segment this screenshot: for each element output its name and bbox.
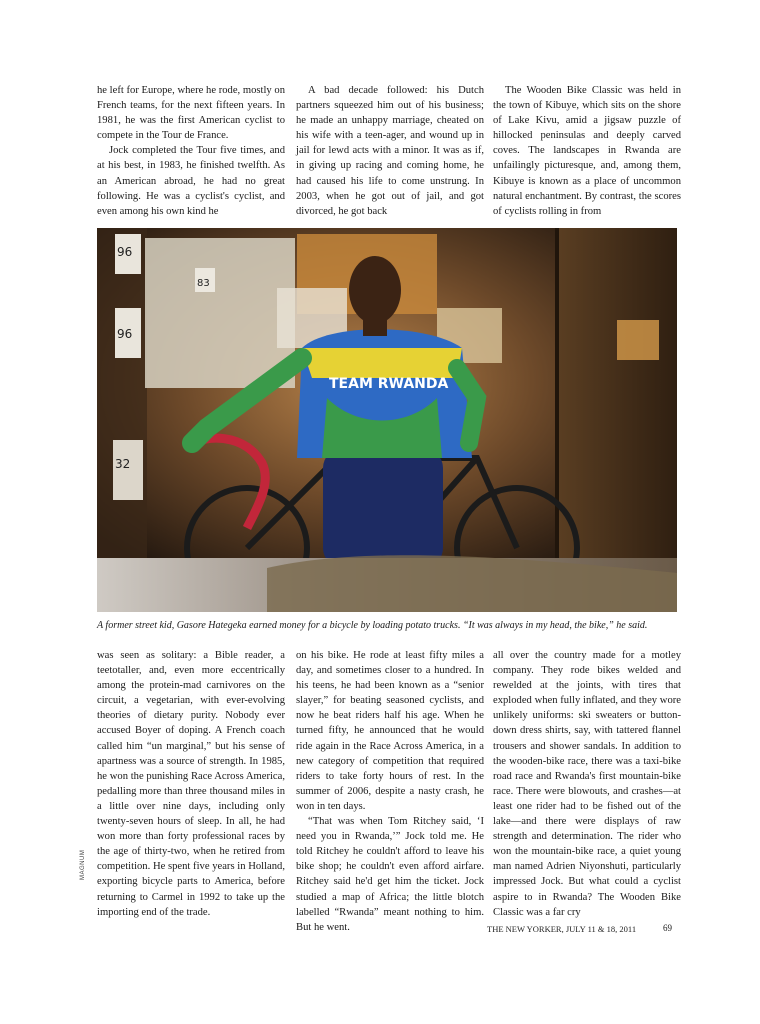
- photo-credit: MAGNUM: [80, 849, 86, 880]
- number-label: 96: [117, 327, 133, 341]
- number-label: 96: [117, 245, 133, 259]
- paragraph: The Wooden Bike Classic was held in the town of Kibuye, which sits on the shore of Lake Kivu, amid a jigsaw puzzle of hillocked peninsulas and deeply carved coves. The landscapes in Rwanda are unfailingly picturesque, and, among them, Kibuye is known as a place of uncommon natural enchantment. By contrast, the scores of cyclists rolling in from: [493, 85, 681, 217]
- paragraph: he left for Europe, where he rode, mostly on French teams, for the next fifteen years. In 1981, he was the first American cyclist to compete in the Tour de France.: [97, 85, 285, 142]
- top-column-1: [97, 83, 285, 219]
- top-column-3: [493, 83, 681, 219]
- cyclist-photo: [97, 228, 677, 612]
- page-number: 69: [663, 923, 672, 933]
- paragraph: Jock completed the Tour five times, and at his best, in 1983, he finished twelfth. As an American abroad, he had no great following. He was a cyclist's cyclist, and even among his own kind he: [97, 145, 285, 217]
- top-column-2: [296, 83, 484, 219]
- paragraph: on his bike. He rode at least fifty miles a day, and sometimes closer to a hundred. In his teens, he had been known as a “senior slayer,” for beating seasoned cyclists, and now he beat riders half his age. When he turned fifty, he announced that he would ride again in the Race Across America, in a new category of competition that required riders to take forty hours of rest. In the summer of 2006, despite a nasty crash, he won in ten days.: [296, 650, 484, 812]
- number-label: 32: [115, 457, 131, 471]
- photo-illustration: [97, 228, 677, 612]
- paragraph: was seen as solitary: a Bible reader, a teetotaller, and, even more eccentrically among the protein-mad carnivores on the circuit, a vegetarian, with ever-evolving theories of dietary purity. Nobody ever accused Boyer of doping. A French coach called him “un marginal,” but his sense of apartness was a source of strength. In 1985, he won the punishing Race Across America, pedalling more than three thousand miles in a little over nine days, including only twenty-seven hours of sleep. In all, he had won more than forty professional races by the age of thirty-two, when he retired from competition. He spent five years in Holland, exporting bicycle parts to America, before returning to Carmel in 1992 to take up the importing end of the trade.: [97, 650, 285, 918]
- paragraph: all over the country made for a motley company. They rode bikes welded and rewelded at the joints, with tires that exploded when fully inflated, and they wore unlikely uniforms: ski sweaters or button-down dress shirts, say, with tattered flannel trousers and shower sandals. In addition to the wooden-bike race, there was a taxi-bike road race and Rwanda's first mountain-bike race. There were blowouts, and crashes—at least one rider had to be fished out of the lake—and there were displays of raw strength and determination. The rider who won the mountain-bike race, a quiet young man named Adrien Niyonshuti, particularly impressed Jock. But what could a cyclist aspire to in Rwanda? The Wooden Bike Classic was a far cry: [493, 650, 681, 918]
- paragraph: A bad decade followed: his Dutch partners squeezed him out of his business; he made an unhappy marriage, cheated on his wife with a teen-ager, and wound up in jail for lewd acts with a minor. It was as if, in giving up racing and coming home, he had caused his life to come unstrung. In 2003, when he got out of jail, and got divorced, he got back: [296, 85, 484, 217]
- number-label: 83: [197, 278, 210, 289]
- magazine-footer: THE NEW YORKER, JULY 11 & 18, 2011: [487, 924, 637, 934]
- bottom-column-1: [97, 648, 285, 920]
- bottom-column-3: [493, 648, 681, 920]
- bottom-column-2: [296, 648, 484, 935]
- photo-caption: A former street kid, Gasore Hategeka earned money for a bicycle by loading potato trucks. “It was always in my head, the bike,” he said.: [97, 620, 648, 631]
- wall-poster: [145, 238, 295, 388]
- jersey-text: TEAM RWANDA: [329, 376, 449, 392]
- paragraph: “That was when Tom Ritchey said, ‘I need you in Rwanda,’” Jock told me. He told Ritchey he couldn't afford to leave his bike shop; he couldn't even afford airfare. Ritchey said he'd get him the ticket. Jock studied a map of Africa; the little blotch labelled “Rwanda” meant nothing to him. But he went.: [296, 816, 484, 933]
